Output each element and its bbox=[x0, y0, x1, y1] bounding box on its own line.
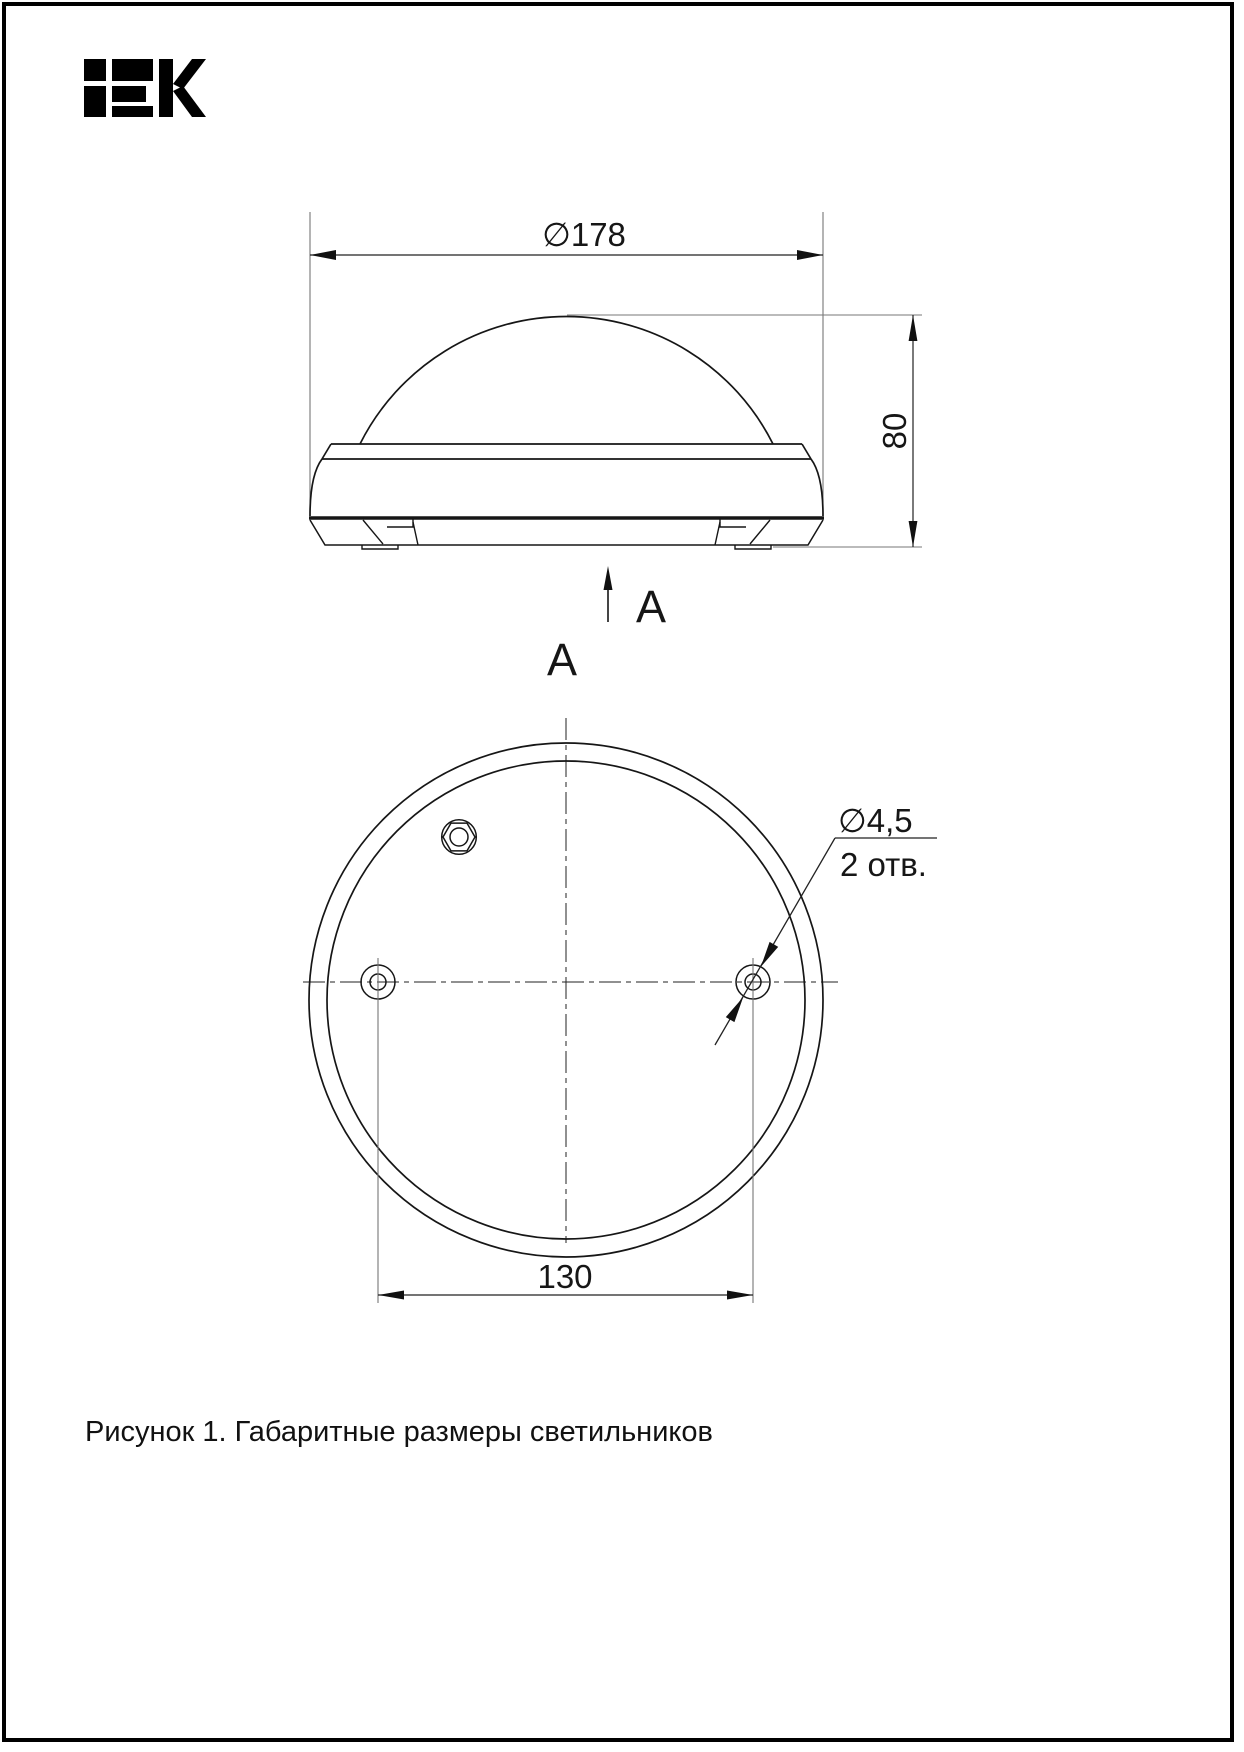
height-label: 80 bbox=[876, 412, 913, 450]
section-arrow-label: A bbox=[635, 581, 667, 632]
section-arrow bbox=[604, 566, 667, 632]
diameter-extension-lines bbox=[310, 212, 823, 516]
lamp-outline bbox=[309, 317, 824, 549]
height-dimension bbox=[567, 315, 922, 547]
plan-view-label: A bbox=[546, 634, 578, 685]
dim-arrow-right bbox=[797, 250, 823, 260]
section-arrowhead bbox=[604, 566, 613, 590]
base-flange bbox=[310, 520, 823, 545]
lamp-dome bbox=[360, 317, 773, 444]
figure-caption: Рисунок 1. Габаритные размеры светильников bbox=[85, 1416, 713, 1448]
plan-view bbox=[303, 634, 937, 1303]
leader-arrow-lower bbox=[726, 997, 743, 1022]
centerlines bbox=[303, 718, 838, 1243]
dim-arrow-right bbox=[727, 1291, 753, 1300]
leader-arrow-upper bbox=[761, 942, 778, 967]
body-right-side bbox=[811, 459, 823, 516]
hex-nut bbox=[442, 820, 477, 855]
body-left-side bbox=[310, 459, 322, 516]
dim-arrow-up bbox=[909, 315, 918, 341]
diameter-dimension bbox=[310, 216, 823, 260]
side-view bbox=[309, 212, 922, 632]
dim-arrow-down bbox=[909, 521, 918, 547]
hole-diameter-label: ∅4,5 bbox=[838, 802, 913, 839]
dim-arrow-left bbox=[310, 250, 336, 260]
spacing-label: 130 bbox=[537, 1258, 593, 1295]
dim-arrow-left bbox=[378, 1291, 404, 1300]
hole-callout bbox=[715, 802, 937, 1045]
diameter-label: ∅178 bbox=[542, 216, 626, 253]
hole-count-label: 2 отв. bbox=[840, 846, 927, 883]
